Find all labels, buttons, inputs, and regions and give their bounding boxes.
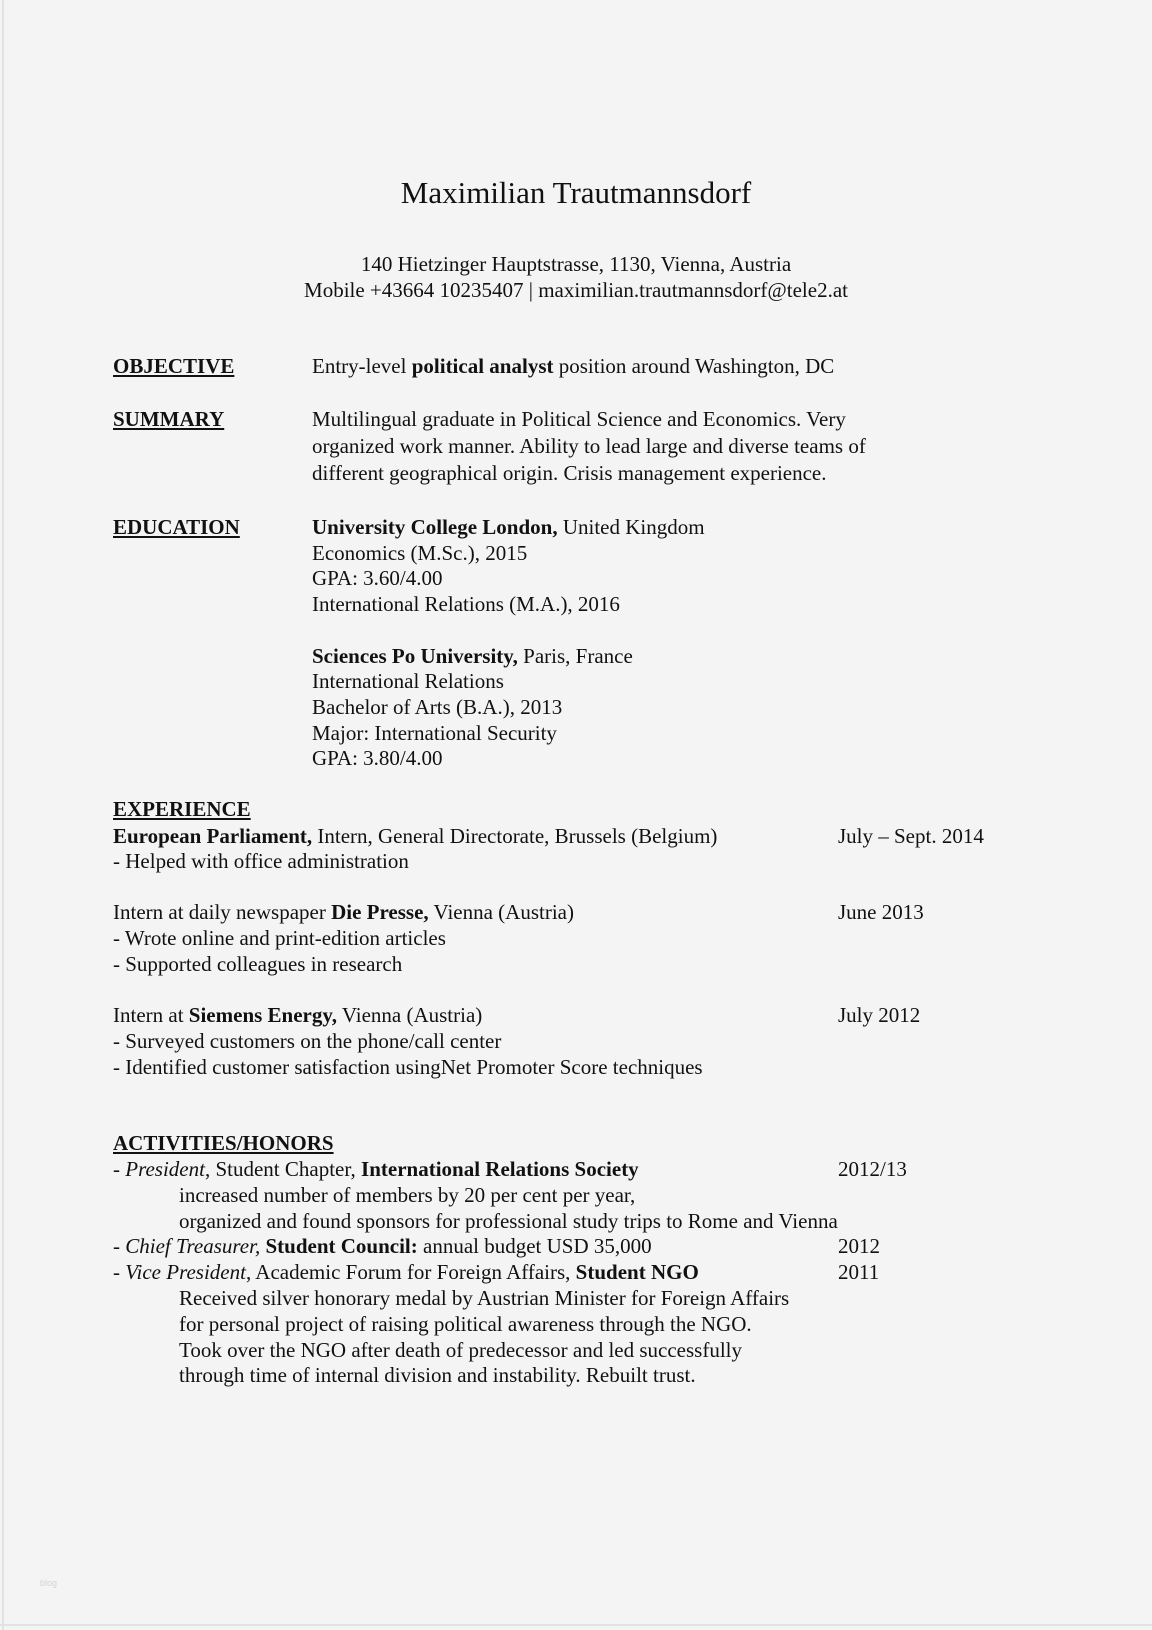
activities-line <box>113 1233 652 1259</box>
summary-line <box>312 406 846 432</box>
text-segment: Took over the NGO after death of predecessor and led successfully <box>179 1338 742 1362</box>
text-segment: Major: International Security <box>312 721 557 745</box>
page-edge <box>2 0 4 1630</box>
entry-date: June 2013 <box>838 900 924 924</box>
text-segment: Bachelor of Arts (B.A.), 2013 <box>312 695 563 719</box>
activities-line <box>179 1311 752 1337</box>
summary-line <box>312 460 827 486</box>
section-heading-summary: SUMMARY <box>113 407 225 431</box>
text-segment: Intern at daily newspaper <box>113 900 332 924</box>
text-segment: University College London, <box>312 515 558 539</box>
text-segment: International Relations <box>312 669 504 693</box>
text-segment: European Parliament, <box>113 824 313 848</box>
activities-line <box>113 1259 699 1285</box>
text-segment: International Relations (M.A.), 2016 <box>312 592 620 616</box>
text-segment: Siemens Energy, <box>188 1003 337 1027</box>
text-segment: Intern, General Directorate, Brussels (Belgium) <box>312 824 718 848</box>
text-segment: annual budget USD 35,000 <box>417 1234 652 1258</box>
text-segment: Vienna (Austria) <box>428 900 574 924</box>
text-segment: Entry-level <box>312 354 412 378</box>
text-segment: increased number of members by 20 per cent per year, <box>179 1183 636 1207</box>
text-segment: Economics (M.Sc.), 2015 <box>312 541 528 565</box>
text-segment: Chief Treasurer, <box>125 1234 261 1258</box>
text-segment: Multilingual graduate in Political Science and Economics. Very <box>312 407 846 431</box>
candidate-name: Maximilian Trautmannsdorf <box>400 175 752 210</box>
text-segment: , Student Chapter, <box>204 1157 362 1181</box>
text-segment: Die Presse, <box>331 900 429 924</box>
text-segment: Student NGO <box>575 1260 699 1284</box>
activities-line <box>179 1208 838 1234</box>
text-segment: - <box>113 1260 126 1284</box>
text-segment: political analyst <box>411 354 554 378</box>
text-segment: Received silver honorary medal by Austrian Minister for Foreign Affairs <box>179 1286 790 1310</box>
experience-line <box>113 1002 482 1028</box>
education-line <box>312 591 620 617</box>
text-segment: United Kingdom <box>557 515 705 539</box>
text-segment: International Relations Society <box>361 1157 639 1181</box>
text-segment: - <box>113 1157 126 1181</box>
section-heading-objective: OBJECTIVE <box>113 354 235 378</box>
entry-date: July 2012 <box>838 1003 921 1027</box>
page-bottom-edge <box>0 1624 1152 1626</box>
education-line <box>312 643 633 669</box>
entry-date: July – Sept. 2014 <box>838 824 984 848</box>
experience-line <box>113 848 409 874</box>
section-heading-experience: EXPERIENCE <box>113 797 251 821</box>
education-line <box>312 668 504 694</box>
text-segment: - Identified customer satisfaction usingNet Promoter Score techniques <box>113 1055 703 1079</box>
education-line <box>312 720 557 746</box>
text-segment: , Academic Forum for Foreign Affairs, <box>245 1260 576 1284</box>
text-segment: Vice President <box>125 1260 246 1284</box>
activities-line <box>179 1285 789 1311</box>
education-line <box>312 745 443 771</box>
contact-info: Mobile +43664 10235407 | maximilian.trautmannsdorf@tele2.at <box>304 278 848 302</box>
text-segment: - Wrote online and print-edition articles <box>113 926 446 950</box>
text-segment: organized and found sponsors for professional study trips to Rome and Vienna <box>179 1209 838 1233</box>
entry-date: 2012 <box>838 1234 880 1258</box>
experience-line <box>113 951 402 977</box>
summary-line <box>312 433 866 459</box>
text-segment: position around Washington, DC <box>553 354 835 378</box>
text-segment: - Surveyed customers on the phone/call center <box>113 1029 502 1053</box>
education-line <box>312 565 443 591</box>
experience-line <box>113 1054 703 1080</box>
text-segment: Paris, France <box>517 644 633 668</box>
text-segment: Student Council: <box>265 1234 418 1258</box>
watermark: blog <box>40 1578 58 1588</box>
text-segment: GPA: 3.60/4.00 <box>312 566 443 590</box>
activities-line <box>179 1337 742 1363</box>
education-line <box>312 540 527 566</box>
education-line <box>312 694 562 720</box>
experience-line <box>113 899 574 925</box>
text-segment: - Helped with office administration <box>113 849 409 873</box>
objective-line <box>312 353 834 379</box>
experience-line <box>113 823 717 849</box>
education-line <box>312 514 705 540</box>
address: 140 Hietzinger Hauptstrasse, 1130, Vienna, Austria <box>360 252 792 276</box>
section-heading-activities: ACTIVITIES/HONORS <box>113 1131 334 1155</box>
text-segment: Intern at <box>113 1003 189 1027</box>
activities-line <box>113 1156 639 1182</box>
text-segment: different geographical origin. Crisis management experience. <box>312 461 827 485</box>
entry-date: 2011 <box>838 1260 880 1284</box>
experience-line <box>113 1028 501 1054</box>
text-segment: - Supported colleagues in research <box>113 952 403 976</box>
experience-line <box>113 925 446 951</box>
text-segment: for personal project of raising political awareness through the NGO. <box>179 1312 752 1336</box>
entry-date: 2012/13 <box>838 1157 907 1181</box>
text-segment: organized work manner. Ability to lead large and diverse teams of <box>312 434 866 458</box>
activities-line <box>179 1362 696 1388</box>
text-segment: Sciences Po University, <box>312 644 518 668</box>
text-segment: Vienna (Austria) <box>336 1003 483 1027</box>
section-heading-education: EDUCATION <box>113 515 240 539</box>
text-segment: President <box>125 1157 205 1181</box>
text-segment: GPA: 3.80/4.00 <box>312 746 443 770</box>
text-segment: - <box>113 1234 126 1258</box>
text-segment: through time of internal division and instability. Rebuilt trust. <box>179 1363 696 1387</box>
activities-line <box>179 1182 635 1208</box>
